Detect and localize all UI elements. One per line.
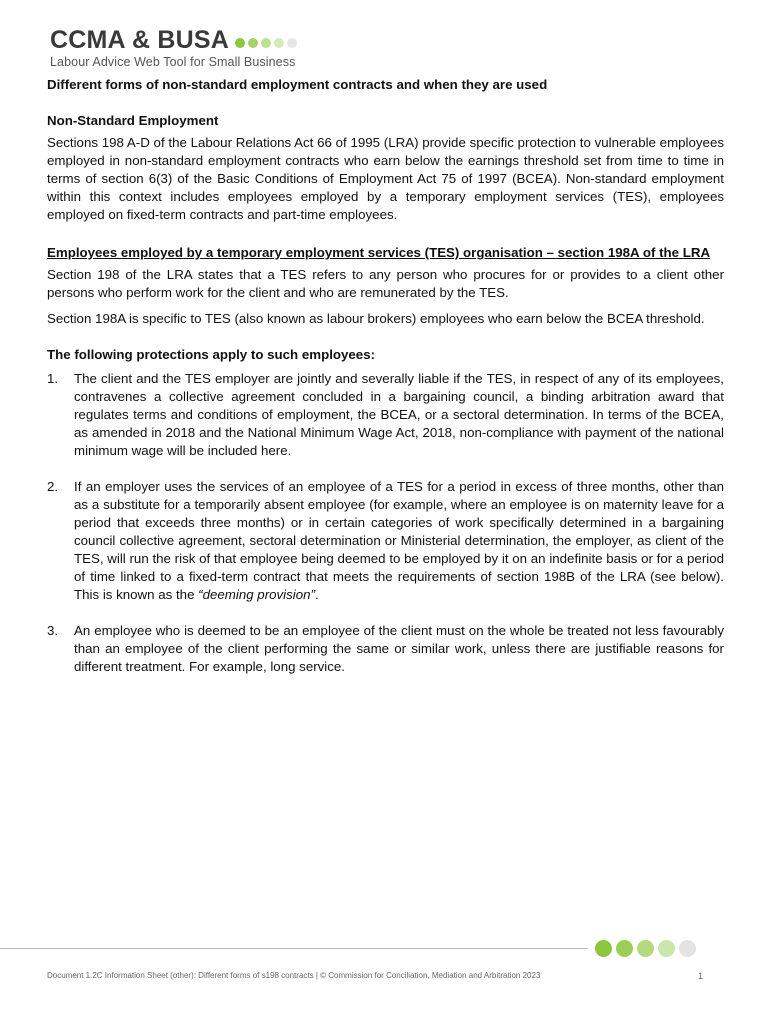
protections-list — [47, 370, 724, 676]
footer-dots — [595, 940, 696, 957]
ccma-busa-logo — [50, 28, 297, 69]
logo-dot — [261, 38, 271, 48]
protections-heading: The following protections apply to such employees: — [47, 347, 376, 362]
list-item — [47, 478, 724, 604]
list-item-number: 3. — [47, 623, 59, 638]
list-item-text: The client and the TES employer are jointly and severally liable if the TES, in respect of any of its employees, contravenes a collective agreement concluded in a bargaining council, a binding arbitration award that regulates terms and conditions of employment, the BCEA, or a sectoral determination. In terms of the BCEA, as amended in 2018 and the National Minimum Wage Act, 2018, non-compliance with payment of the national minimum wage will be included here. — [74, 371, 724, 458]
list-item-text: An employee who is deemed to be an employee of the client must on the whole be treated not less favourably than an employee of the client performing the same or similar work, unless there are justifiable reasons for different treatment. For example, long service. — [74, 623, 724, 674]
logo-dot — [248, 38, 258, 48]
logo-dot — [287, 38, 297, 48]
logo-title-text: CCMA & BUSA — [50, 26, 230, 54]
paragraph-tes-specific: Section 198A is specific to TES (also known as labour brokers) employees who earn below the BCEA threshold. — [47, 311, 705, 326]
footer-dot — [616, 940, 633, 957]
page-number: 1 — [698, 971, 704, 981]
list-item-number: 1. — [47, 371, 59, 386]
logo-title — [50, 28, 297, 53]
logo-dot — [235, 38, 245, 48]
footer-text: Document 1.2C Information Sheet (other): Different forms of s198 contracts | © Commission for Conciliation, Mediation and Arbitration 2023 — [47, 971, 541, 980]
footer-dot — [679, 940, 696, 957]
document-title: Different forms of non-standard employment contracts and when they are used — [47, 77, 548, 92]
logo-dot — [274, 38, 284, 48]
footer-dot — [637, 940, 654, 957]
list-item — [47, 370, 724, 460]
footer-divider — [0, 948, 588, 949]
section-heading-non-standard: Non-Standard Employment — [47, 113, 219, 128]
logo-dots — [235, 38, 297, 48]
list-item-tail: . — [314, 587, 319, 602]
logo-subtitle: Labour Advice Web Tool for Small Business — [50, 55, 296, 69]
document-body — [47, 76, 724, 694]
deeming-provision-emphasis: “deeming provision” — [198, 587, 315, 602]
list-item — [47, 622, 724, 676]
footer-dot — [595, 940, 612, 957]
section-heading-tes: Employees employed by a temporary employment services (TES) organisation – section 198A of the LRA — [47, 245, 711, 260]
paragraph-tes-definition: Section 198 of the LRA states that a TES refers to any person who procures for or provides to a client other persons who perform work for the client and who are remunerated by the TES. — [47, 267, 724, 300]
paragraph-non-standard: Sections 198 A-D of the Labour Relations Act 66 of 1995 (LRA) provide specific protection to vulnerable employees employed in non-standard employment contracts who earn below the earnings threshold set from time to time in terms of section 6(3) of the Basic Conditions of Employment Act 75 of 1997 (BCEA). Non-standard employment within this context includes employees employed by a temporary employment services (TES), employees employed on fixed-term contracts and part-time employees. — [47, 135, 724, 222]
list-item-text: If an employer uses the services of an employee of a TES for a period in excess of three months, other than as a substitute for a temporarily absent employee (for example, where an employee is on maternity leave for a period that exceeds three months) or in certain categories of work specifically determined in a bargaining council collective agreement, sectoral determination or Ministerial determination, the employer, as client of the TES, will run the risk of that employee being deemed to be employed by it on an indefinite basis or for a period of time linked to a fixed-term contract that meets the requirements of section 198B of the LRA (see below). This is known as the — [74, 479, 724, 602]
list-item-number: 2. — [47, 479, 59, 494]
footer-dot — [658, 940, 675, 957]
